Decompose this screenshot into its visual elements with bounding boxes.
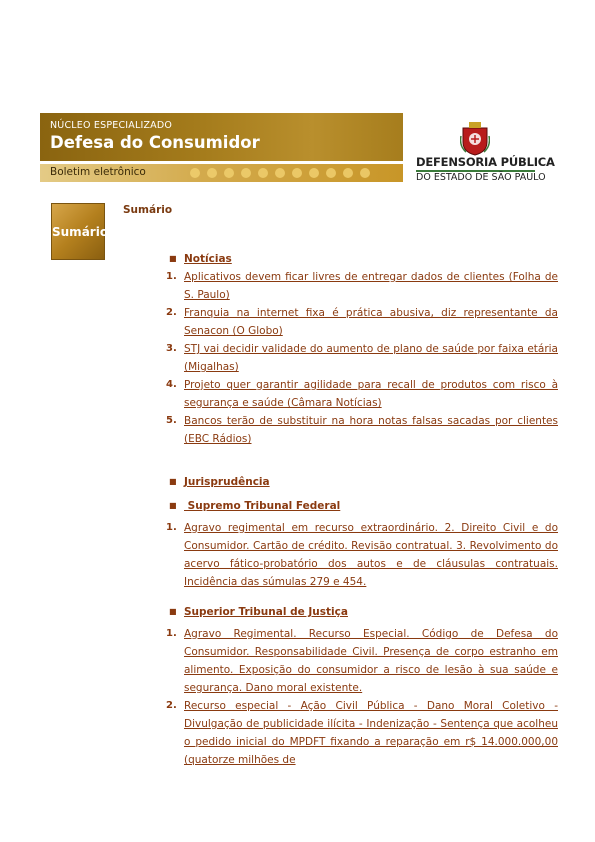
case-link[interactable]: Recurso especial - Ação Civil Pública - Dano Moral Coletivo - Divulgação de publicidade ilícita - Indenização - Sentença que acolheu o pedido inicial do MPDFT fixando a reparação em r$ 14.000.000,00 (quatorze milhões de bbox=[184, 700, 558, 766]
logo-name: DEFENSORIA PÚBLICA bbox=[416, 155, 555, 169]
case-link[interactable]: Agravo Regimental. Recurso Especial. Código de Defesa do Consumidor. Responsabilidade Civil. Presença de corpo estranho em alimento. Exposição do consumidor a risco de lesão à sua saúde e segurança. Dano moral existente. bbox=[184, 628, 558, 694]
bullet-icon: ■ bbox=[169, 477, 177, 486]
summary-box-label: Sumário bbox=[52, 225, 109, 239]
item-number: 2. bbox=[166, 307, 177, 318]
section-link-noticias[interactable]: Notícias bbox=[184, 253, 232, 265]
summary-content bbox=[166, 250, 558, 769]
header-banner bbox=[40, 113, 403, 182]
coat-of-arms-icon bbox=[460, 122, 490, 156]
bullet-icon: ■ bbox=[169, 254, 177, 263]
item-number: 1. bbox=[166, 522, 177, 533]
bullet-icon: ■ bbox=[169, 607, 177, 616]
list-item bbox=[166, 519, 558, 591]
section-noticias bbox=[166, 250, 558, 268]
news-link[interactable]: Projeto quer garantir agilidade para recall de produtos com risco à segurança e saúde (Câmara Notícias) bbox=[184, 379, 558, 409]
section-link-jurisprudencia[interactable]: Jurisprudência bbox=[184, 476, 270, 488]
logo-state: DO ESTADO DE SÃO PAULO bbox=[416, 172, 546, 183]
section-link-stj[interactable]: Superior Tribunal de Justiça bbox=[184, 606, 348, 618]
news-link[interactable]: Aplicativos devem ficar livres de entregar dados de clientes (Folha de S. Paulo) bbox=[184, 271, 558, 301]
summary-box bbox=[51, 203, 109, 260]
item-number: 3. bbox=[166, 343, 177, 354]
item-number: 1. bbox=[166, 628, 177, 639]
defensoria-logo bbox=[416, 118, 555, 183]
header-subtitle: Boletim eletrônico bbox=[50, 166, 146, 178]
summary-heading: Sumário bbox=[123, 204, 173, 216]
item-number: 2. bbox=[166, 700, 177, 711]
list-item bbox=[166, 340, 558, 376]
item-number: 5. bbox=[166, 415, 177, 426]
list-item bbox=[166, 304, 558, 340]
header-title-area bbox=[40, 113, 403, 161]
section-stf bbox=[166, 497, 558, 515]
news-link[interactable]: Franquia na internet fixa é prática abusiva, diz representante da Senacon (O Globo) bbox=[184, 307, 558, 337]
list-item bbox=[166, 625, 558, 697]
header-title: Defesa do Consumidor bbox=[50, 133, 260, 152]
news-link[interactable]: Bancos terão de substituir na hora notas falsas sacadas por clientes (EBC Rádios) bbox=[184, 415, 558, 445]
list-item bbox=[166, 376, 558, 412]
header-unit: NÚCLEO ESPECIALIZADO bbox=[50, 120, 173, 131]
case-link[interactable]: Agravo regimental em recurso extraordinário. 2. Direito Civil e do Consumidor. Cartão de crédito. Revisão contratual. 3. Revolvimento do acervo fático-probatório dos autos e de cláusulas contratuais. Incidência das súmulas 279 e 454. bbox=[184, 522, 558, 588]
section-jurisprudencia bbox=[166, 473, 558, 491]
list-item bbox=[166, 697, 558, 769]
decorative-dots bbox=[190, 168, 370, 178]
section-link-stf[interactable]: Supremo Tribunal Federal bbox=[184, 500, 341, 512]
list-item bbox=[166, 268, 558, 304]
news-link[interactable]: STJ vai decidir validade do aumento de plano de saúde por faixa etária (Migalhas) bbox=[184, 343, 558, 373]
section-stj bbox=[166, 603, 558, 621]
header-subtitle-bar bbox=[40, 164, 403, 182]
item-number: 1. bbox=[166, 271, 177, 282]
list-item bbox=[166, 412, 558, 448]
item-number: 4. bbox=[166, 379, 177, 390]
bullet-icon: ■ bbox=[169, 501, 177, 510]
